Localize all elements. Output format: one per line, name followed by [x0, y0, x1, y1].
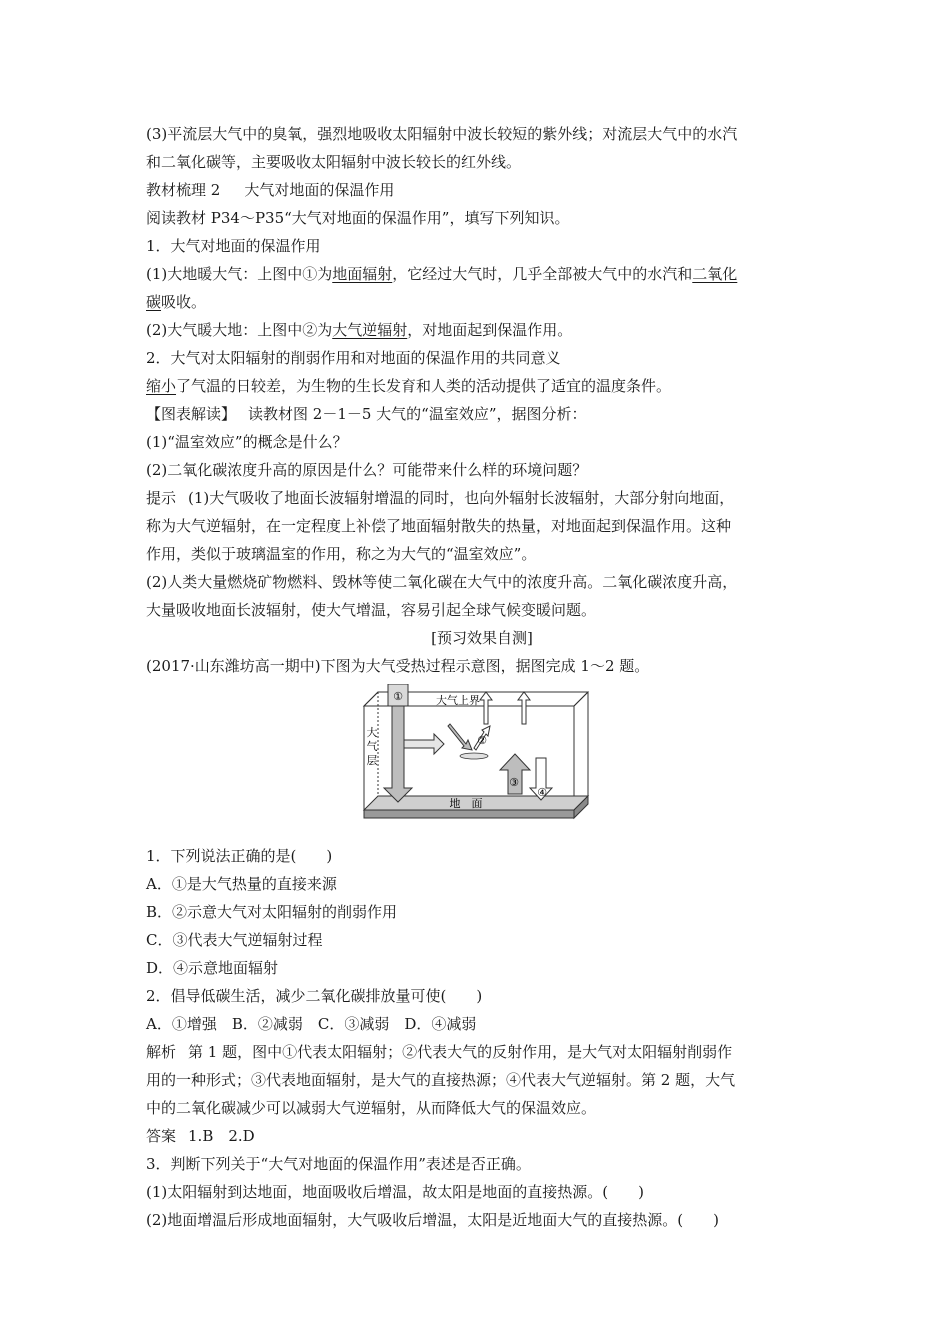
question-line: (2)二氧化碳浓度升高的原因是什么？可能带来什么样的环境问题？	[146, 461, 588, 479]
self-test-title: [预习效果自测]	[431, 629, 533, 647]
hint-line: 称为大气逆辐射，在一定程度上补偿了地面辐射散失的热量，对地面起到保温作用。这种	[146, 517, 732, 535]
option-d: D．④示意地面辐射	[146, 959, 279, 977]
analysis-line	[146, 1038, 818, 1066]
fill-answer: 碳	[146, 293, 162, 311]
answer-label: 答案	[146, 1127, 177, 1145]
text-span: (1)大地暖大气：上图中①为	[146, 265, 333, 283]
text-span: (1)大气吸收了地面长波辐射增温的同时，也向外辐射长波辐射，大部分射向地面，	[188, 489, 735, 507]
hint-line	[146, 484, 818, 512]
option-b: B．②示意大气对太阳辐射的削弱作用	[146, 903, 398, 921]
analysis-label: 解析	[146, 1043, 177, 1061]
marker-3: ③	[509, 776, 519, 789]
diagram-svg	[362, 684, 592, 834]
item-line	[146, 260, 818, 288]
hint-label: 提示	[146, 489, 177, 507]
text-span: 第 1 题，图中①代表太阳辐射；②代表大气的反射作用，是大气对太阳辐射削弱作	[188, 1043, 733, 1061]
answer-text: 1.B 2.D	[188, 1127, 255, 1145]
label-atmosphere-top: 大气上界	[436, 694, 480, 707]
hint-line: 作用，类似于玻璃温室的作用，称之为大气的“温室效应”。	[146, 545, 537, 563]
chart-read-label: 【图表解读】	[146, 405, 237, 423]
text-span: 吸收。	[161, 293, 207, 311]
text-span: ，对地面起到保温作用。	[407, 321, 573, 339]
judgement-item: (2)地面增温后形成地面辐射，大气吸收后增温，太阳是近地面大气的直接热源。( )	[146, 1211, 719, 1229]
question-stem: 3．判断下列关于“大气对地面的保温作用”表述是否正确。	[146, 1155, 531, 1173]
fill-answer: 大气逆辐射	[332, 321, 408, 339]
item-line	[146, 316, 818, 344]
text-span: (2)大气暖大地：上图中②为	[146, 321, 333, 339]
text-span: 了气温的日较差，为生物的生长发育和人类的活动提供了适宜的温度条件。	[176, 377, 672, 395]
marker-1: ①	[393, 690, 403, 703]
analysis-line: 中的二氧化碳减少可以减弱大气逆辐射，从而降低大气的保温效应。	[146, 1099, 597, 1117]
item-line	[146, 288, 818, 316]
document-page	[146, 120, 818, 1234]
item-title: 1．大气对地面的保温作用	[146, 237, 321, 255]
label-ground: 地 面	[449, 797, 483, 810]
question-stem: 1．下列说法正确的是( )	[146, 847, 333, 865]
fill-answer: 二氧化	[692, 265, 738, 283]
analysis-line: 用的一种形式；③代表地面辐射，是大气的直接热源；④代表大气逆辐射。第 2 题，大气	[146, 1071, 736, 1089]
marker-2: ②	[477, 734, 487, 747]
text-span: 读教材图 2－1－5 大气的“温室效应”，据图分析：	[248, 405, 587, 423]
question-options: A．①增强 B．②减弱 C．③减弱 D．④减弱	[146, 1015, 477, 1033]
item-line	[146, 372, 818, 400]
paragraph-line: 和二氧化碳等，主要吸收太阳辐射中波长较长的红外线。	[146, 153, 522, 171]
answer-line	[146, 1122, 818, 1150]
option-a: A．①是大气热量的直接来源	[146, 875, 337, 893]
fill-answer: 地面辐射	[332, 265, 393, 283]
label-side-3: 层	[366, 754, 378, 767]
chart-read-line	[146, 400, 818, 428]
label-side-2: 气	[366, 740, 378, 753]
text-span: ，它经过大气时，几乎全部被大气中的水汽和	[392, 265, 693, 283]
label-side-1: 大	[366, 726, 378, 739]
option-c: C．③代表大气逆辐射过程	[146, 931, 323, 949]
hint-line: 大量吸收地面长波辐射，使大气增温，容易引起全球气候变暖问题。	[146, 601, 597, 619]
question-line: (1)“温室效应”的概念是什么？	[146, 433, 348, 451]
atmosphere-heating-diagram	[146, 684, 818, 836]
item-title: 2．大气对太阳辐射的削弱作用和对地面的保温作用的共同意义	[146, 349, 561, 367]
section-heading-prefix: 教材梳理 2	[146, 181, 221, 199]
section-heading	[146, 176, 818, 204]
marker-4: ④	[537, 786, 547, 799]
question-stem: 2．倡导低碳生活，减少二氧化碳排放量可使( )	[146, 987, 483, 1005]
section-intro: 阅读教材 P34～P35“大气对地面的保温作用”，填写下列知识。	[146, 209, 570, 227]
fill-answer: 缩小	[146, 377, 177, 395]
section-heading-title: 大气对地面的保温作用	[244, 181, 395, 199]
self-test-source: (2017·山东潍坊高一期中)下图为大气受热过程示意图，据图完成 1～2 题。	[146, 657, 650, 675]
judgement-item: (1)太阳辐射到达地面，地面吸收后增温，故太阳是地面的直接热源。( )	[146, 1183, 644, 1201]
hint-line: (2)人类大量燃烧矿物燃料、毁林等使二氧化碳在大气中的浓度升高。二氧化碳浓度升高，	[146, 573, 738, 591]
paragraph-line: (3)平流层大气中的臭氧，强烈地吸收太阳辐射中波长较短的紫外线；对流层大气中的水汽	[146, 125, 738, 143]
